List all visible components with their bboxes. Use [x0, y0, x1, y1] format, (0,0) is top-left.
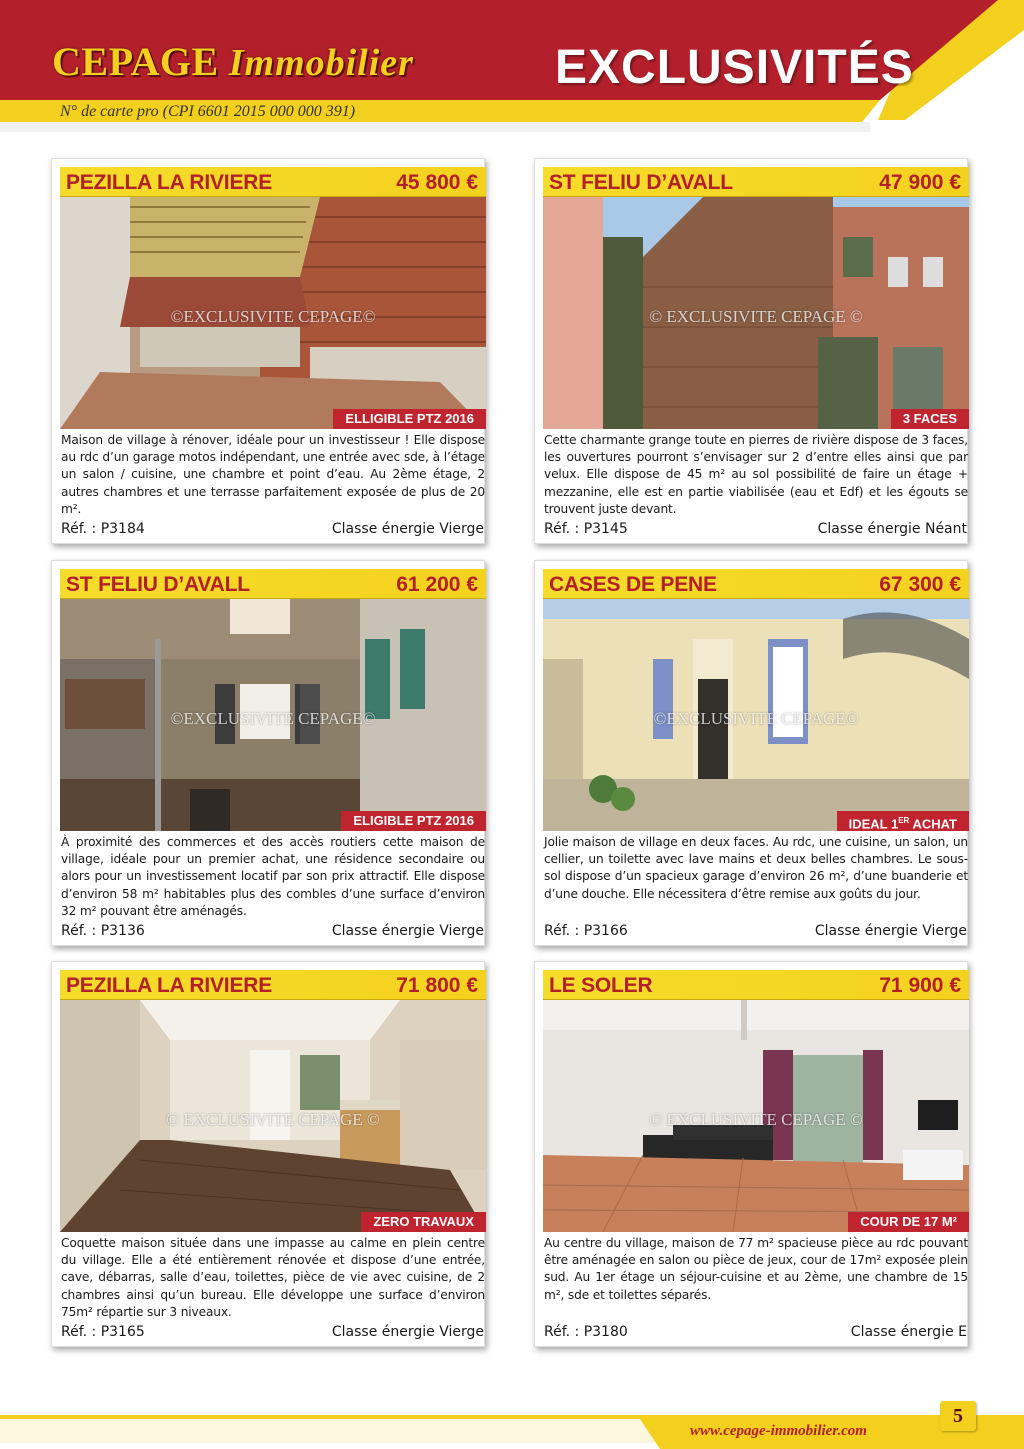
listing-tag: COUR DE 17 M² — [848, 1212, 969, 1232]
listing-photo[interactable] — [60, 599, 486, 831]
listing-tag: ELIGIBLE PTZ 2016 — [341, 811, 486, 831]
listing-ref: Réf. : P3166 — [544, 923, 628, 939]
listing-energy-class: Classe énergie Vierge — [331, 521, 484, 537]
brand-sub: Immobilier — [228, 42, 414, 84]
listing-photo[interactable] — [543, 599, 969, 831]
photo-watermark: ©EXCLUSIVITE CEPAGE© — [170, 307, 376, 326]
listing-tag: ELLIGIBLE PTZ 2016 — [333, 409, 486, 429]
tag-text-part2: ACHAT — [909, 816, 957, 831]
listing-header — [543, 569, 969, 599]
listing-card[interactable] — [534, 158, 968, 544]
brand-name: CEPAGE — [52, 39, 219, 84]
card-pro-number: N° de carte pro (CPI 6601 2015 000 000 391) — [60, 103, 356, 120]
listing-header — [543, 167, 969, 197]
listing-description: Maison de village à rénover, idéale pour un investisseur ! Elle dispose au rdc d’un garage motos indépendant, une entrée avec sde, à l’étage un salon / cuisine, une chambre et point d’eau. Au 2ème étage, 2 autres chambres et une terrasse parfaitement exposée de plus de 20 m². — [61, 433, 485, 516]
listing-town: ST FELIU D’AVALL — [549, 171, 733, 194]
listing-description: Cette charmante grange toute en pierres de rivière dispose de 3 faces, les ouvertures pourront s’envisager sur 2 d’entre elles ainsi que par velux. Elle dispose de 45 m² au sol possibilité de faire un étage + mezzanine, elle est en partie viabilisée (eau et Edf) et les égouts se trouvent juste devant. — [544, 433, 968, 516]
listing-price: 71 900 € — [879, 974, 961, 997]
listing-price: 61 200 € — [396, 573, 478, 596]
listing-town: PEZILLA LA RIVIERE — [66, 171, 273, 194]
listing-ref: Réf. : P3136 — [61, 923, 145, 939]
listing-energy-class: Classe énergie Néant — [817, 521, 967, 537]
listing-energy-class: Classe énergie Vierge — [331, 923, 484, 939]
listing-card[interactable] — [534, 961, 968, 1347]
listing-town: LE SOLER — [549, 974, 653, 997]
listing-description: Au centre du village, maison de 77 m² spacieuse pièce au rdc pouvant être aménagée en salon ou pièce de jeux, cour de 17m² exposée plein sud. Au 1er étage un séjour-cuisine et au 2ème, une chambre de 15 m², sde et toilettes séparés. — [544, 1236, 968, 1302]
listing-price: 47 900 € — [879, 171, 961, 194]
tag-sup: ER — [898, 816, 910, 825]
photo-watermark: ©EXCLUSIVITE CEPAGE© — [653, 709, 859, 728]
listing-tag — [837, 811, 969, 831]
listing-ref: Réf. : P3145 — [544, 521, 628, 537]
listing-card[interactable] — [51, 158, 485, 544]
listing-photo[interactable] — [60, 1000, 486, 1232]
listing-ref: Réf. : P3165 — [61, 1324, 145, 1340]
listing-energy-class: Classe énergie E — [850, 1324, 967, 1340]
listing-header — [60, 569, 486, 599]
listing-ref: Réf. : P3184 — [61, 521, 145, 537]
listing-town: PEZILLA LA RIVIERE — [66, 974, 273, 997]
listing-description: À proximité des commerces et des accès routiers cette maison de village, idéale pour un premier achat, une résidence secondaire ou alors pour un investissement locatif par son prix attractif. Elle dispose d’environ 58 m² habitables plus des combles d’une surface d’environ 32 m² pouvant être aménagés. — [61, 835, 485, 918]
listing-description: Coquette maison située dans une impasse au calme en plein centre du village. Elle a été entièrement rénovée et dispose d’une entrée, cave, débarras, salle d’eau, toilettes, pièce de vie avec cuisine, de 2 chambres ainsi qu’un bureau. Elle développe une surface d’environ 75m² répartie sur 3 niveaux. — [61, 1236, 485, 1319]
footer-band — [0, 1405, 1024, 1449]
section-title: EXCLUSIVITÉS — [555, 41, 914, 94]
listing-card[interactable] — [51, 560, 485, 946]
photo-watermark: © EXCLUSIVITE CEPAGE © — [649, 1110, 863, 1129]
listing-header — [60, 167, 486, 197]
listing-tag: 3 FACES — [891, 409, 969, 429]
page-header — [0, 0, 1024, 135]
tag-text-part1: IDEAL 1 — [848, 816, 899, 831]
listing-header — [543, 970, 969, 1000]
listing-photo[interactable] — [543, 197, 969, 429]
listing-energy-class: Classe énergie Vierge — [814, 923, 967, 939]
listing-photo[interactable] — [60, 197, 486, 429]
listing-price: 45 800 € — [396, 171, 478, 194]
page-footer — [0, 1405, 1024, 1449]
website-link[interactable]: www.cepage-immobilier.com — [690, 1423, 867, 1439]
listing-photo[interactable] — [543, 1000, 969, 1232]
listing-tag: ZERO TRAVAUX — [361, 1212, 486, 1232]
listing-ref: Réf. : P3180 — [544, 1324, 628, 1340]
page-number: 5 — [940, 1401, 976, 1431]
listing-card[interactable] — [534, 560, 968, 946]
listing-card[interactable] — [51, 961, 485, 1347]
photo-watermark: ©EXCLUSIVITE CEPAGE© — [170, 709, 376, 728]
listing-energy-class: Classe énergie Vierge — [331, 1324, 484, 1340]
photo-watermark: © EXCLUSIVITE CEPAGE © — [166, 1110, 380, 1129]
listing-description: Jolie maison de village en deux faces. Au rdc, une cuisine, un salon, un cellier, un toilette avec lave mains et deux belles chambres. Le sous-sol dispose d’un spacieux garage d’environ 26 m², d’une buanderie et d’une douche. Elle nécessitera d’être remise aux goûts du jour. — [544, 835, 968, 901]
listing-price: 67 300 € — [879, 573, 961, 596]
listing-price: 71 800 € — [396, 974, 478, 997]
listing-town: CASES DE PENE — [549, 573, 717, 596]
listing-header — [60, 970, 486, 1000]
photo-watermark: © EXCLUSIVITE CEPAGE © — [649, 307, 863, 326]
listing-town: ST FELIU D’AVALL — [66, 573, 250, 596]
brand-logo — [52, 38, 414, 85]
